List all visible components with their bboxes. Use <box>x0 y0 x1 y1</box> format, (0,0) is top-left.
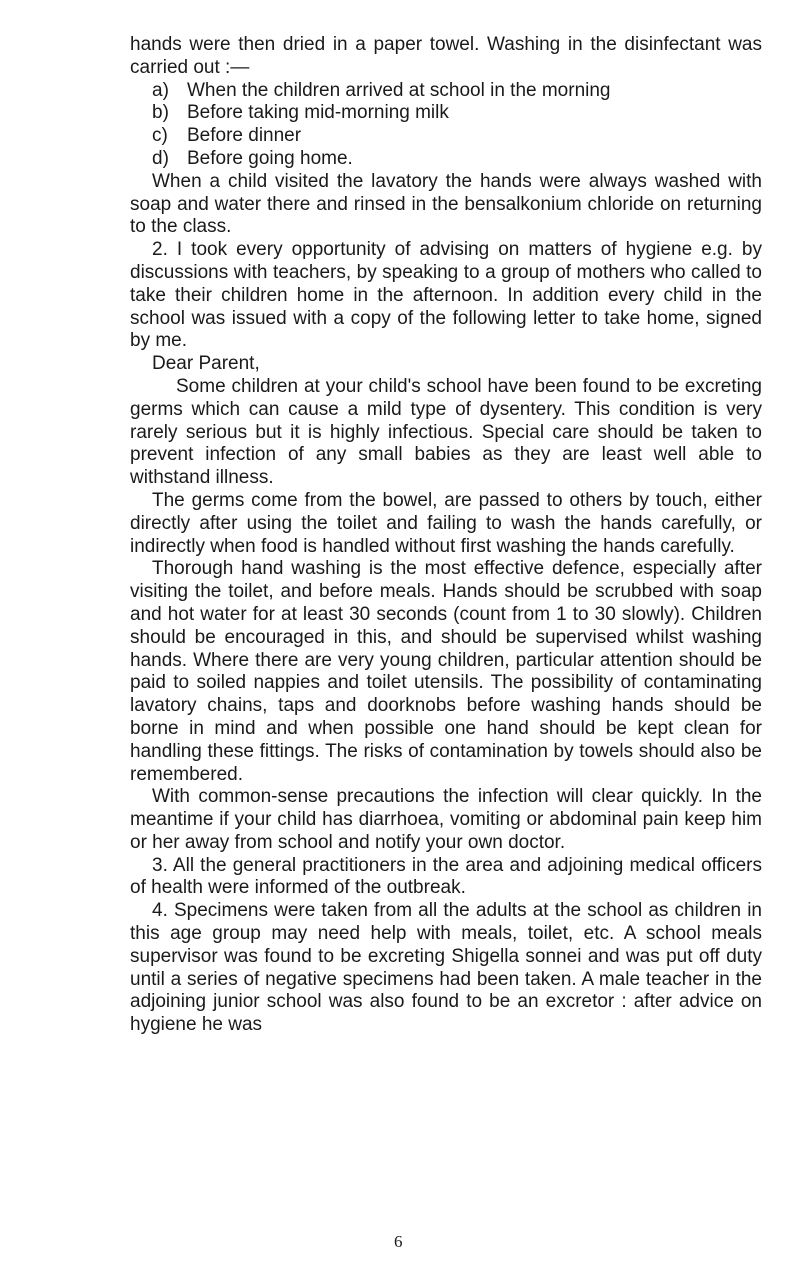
advice-paragraph: 2. I took every opportunity of advising on matters of hygiene e.g. by discussions with teachers, by speaking to a group of mothers who called to take their children home in the afternoon. In addition every child in the school was issued with a copy of the following letter to take home, signed by me. <box>130 239 762 352</box>
page-number: 6 <box>394 1232 403 1251</box>
list-marker: d) <box>152 147 169 169</box>
letter-salutation: Dear Parent, <box>152 353 260 375</box>
page-body <box>130 34 762 1037</box>
letter-paragraph: With common-sense precautions the infection will clear quickly. In the meantime if your child has diarrhoea, vomiting or abdominal pain keep him or her away from school and notify your own doctor. <box>130 786 762 853</box>
list-item <box>130 102 762 125</box>
list-item <box>130 80 762 103</box>
letter-paragraph: Thorough hand washing is the most effective defence, especially after visiting the toilet, and before meals. Hands should be scrubbed with soap and hot water for at least 30 seconds (count from 1 to 30 slowly). Children should be encouraged in this, and should be supervised whilst washing hands. Where there are very young children, particular attention should be paid to soiled nappies and toilet utensils. The possibility of contaminating lavatory chains, taps and doorknobs before washing hands should be borne in mind and when possible one hand should be kept clean for handling these fittings. The risks of contamination by towels should also be remembered. <box>130 558 762 785</box>
list-marker: c) <box>152 125 168 147</box>
specimens-paragraph: 4. Specimens were taken from all the adults at the school as children in this age group may need help with meals, toilet, etc. A school meals supervisor was found to be excreting Shigella sonnei and was put off duty until a series of negative specimens had been taken. A male teacher in the adjoining junior school was also found to be an excretor : after advice on hygiene he was <box>130 900 762 1036</box>
list-text: Before taking mid-morning milk <box>187 102 449 124</box>
list-item <box>130 148 762 171</box>
intro-paragraph: hands were then dried in a paper towel. Washing in the disinfectant was carried out :— <box>130 34 762 78</box>
washing-times-list <box>130 80 762 171</box>
list-text: When the children arrived at school in the morning <box>187 79 611 101</box>
list-marker: b) <box>152 102 169 124</box>
letter-paragraph: Some children at your child's school have been found to be excreting germs which can cause a mild type of dysentery. This condition is very rarely serious but it is highly infectious. Special care should be taken to prevent infection of any small babies as they are least well able to withstand illness. <box>130 375 762 489</box>
list-text: Before dinner <box>187 125 302 147</box>
practitioners-paragraph: 3. All the general practitioners in the area and adjoining medical officers of health were informed of the outbreak. <box>130 854 762 899</box>
list-text: Before going home. <box>187 147 353 169</box>
letter-paragraph: The germs come from the bowel, are passed to others by touch, either directly after using the toilet and failing to wash the hands carefully, or indirectly when food is handled without first washing the hands carefully. <box>130 489 762 557</box>
lavatory-paragraph: When a child visited the lavatory the hands were always washed with soap and water there and rinsed in the bensalkonium chloride on returning to the class. <box>130 170 762 238</box>
list-item <box>130 125 762 148</box>
list-marker: a) <box>152 79 169 101</box>
